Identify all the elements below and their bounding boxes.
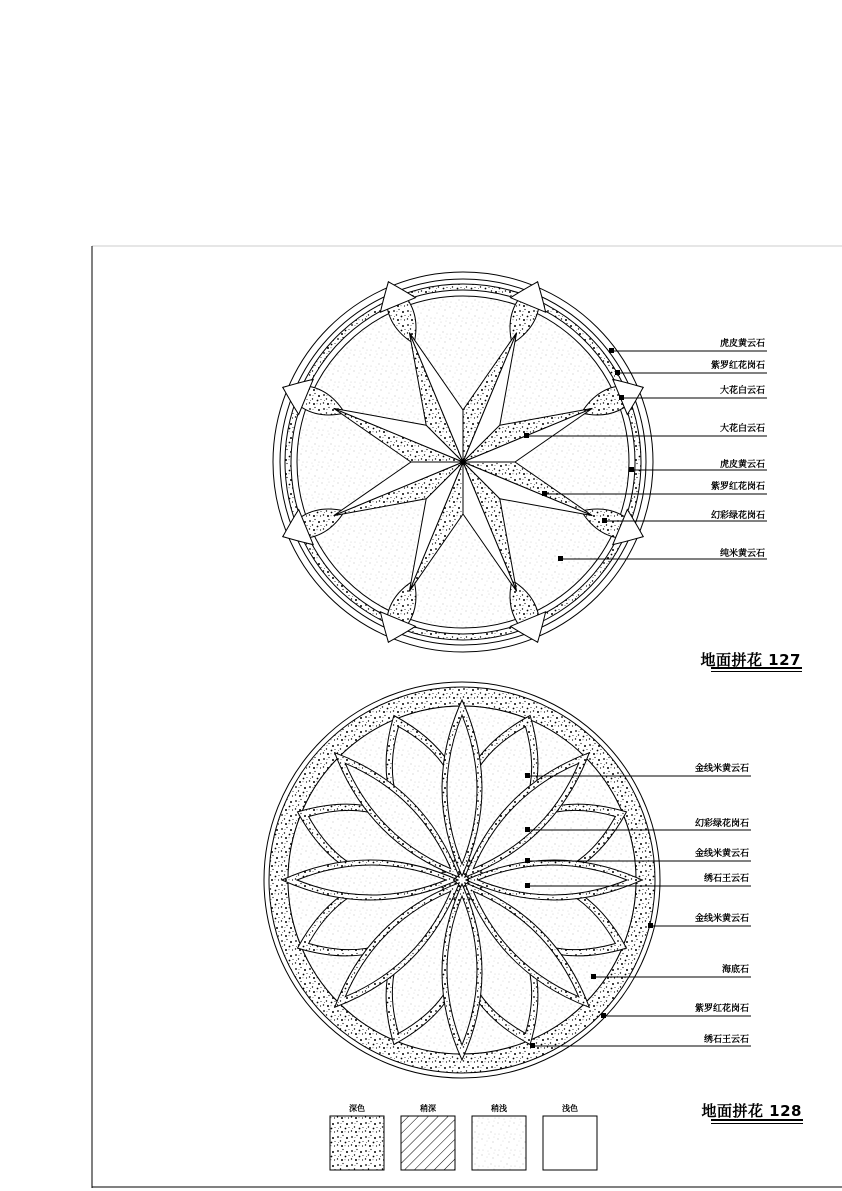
label-128-7: 紫罗红花岗石 <box>694 1004 749 1014</box>
label-128-5: 金线米黄云石 <box>694 914 749 924</box>
legend-caption-darkish: 稍深 <box>420 1104 436 1113</box>
label-128-3: 金线米黄云石 <box>694 849 749 859</box>
label-128-4: 绣石王云石 <box>703 874 749 884</box>
medallion-127 <box>273 272 653 652</box>
title-underline-128 <box>711 1119 803 1121</box>
drawing-title-128: 地面拼花 128 <box>701 1102 802 1120</box>
drawing-title-127: 地面拼花 127 <box>700 651 801 669</box>
legend-swatch-light <box>543 1116 597 1170</box>
label-128-2: 幻彩绿花岗石 <box>694 819 749 829</box>
title-underline-127 <box>711 667 802 669</box>
label-127-8: 纯米黄云石 <box>719 549 765 559</box>
legend-swatches <box>330 1116 597 1170</box>
label-128-1: 金线米黄云石 <box>694 764 749 774</box>
legend-caption-lightish: 稍浅 <box>491 1104 507 1113</box>
legend-swatch-dark <box>330 1116 384 1170</box>
label-128-8: 绣石王云石 <box>703 1035 749 1045</box>
label-128-6: 海底石 <box>721 965 749 975</box>
label-127-6: 紫罗红花岗石 <box>710 482 765 492</box>
title-underline-127-thin <box>711 671 802 672</box>
legend-swatch-darkish <box>401 1116 455 1170</box>
label-127-4: 大花白云石 <box>719 424 765 434</box>
legend-caption-light: 浅色 <box>562 1104 578 1113</box>
label-127-5: 虎皮黄云石 <box>719 460 765 470</box>
label-127-1: 虎皮黄云石 <box>719 339 765 349</box>
label-127-7: 幻彩绿花岗石 <box>710 511 765 521</box>
label-127-2: 紫罗红花岗石 <box>710 361 765 371</box>
medallion-128 <box>264 682 660 1078</box>
title-underline-128-thin <box>711 1123 803 1124</box>
legend-swatch-lightish <box>472 1116 526 1170</box>
label-127-3: 大花白云石 <box>719 386 765 396</box>
legend-caption-dark: 深色 <box>349 1104 365 1113</box>
